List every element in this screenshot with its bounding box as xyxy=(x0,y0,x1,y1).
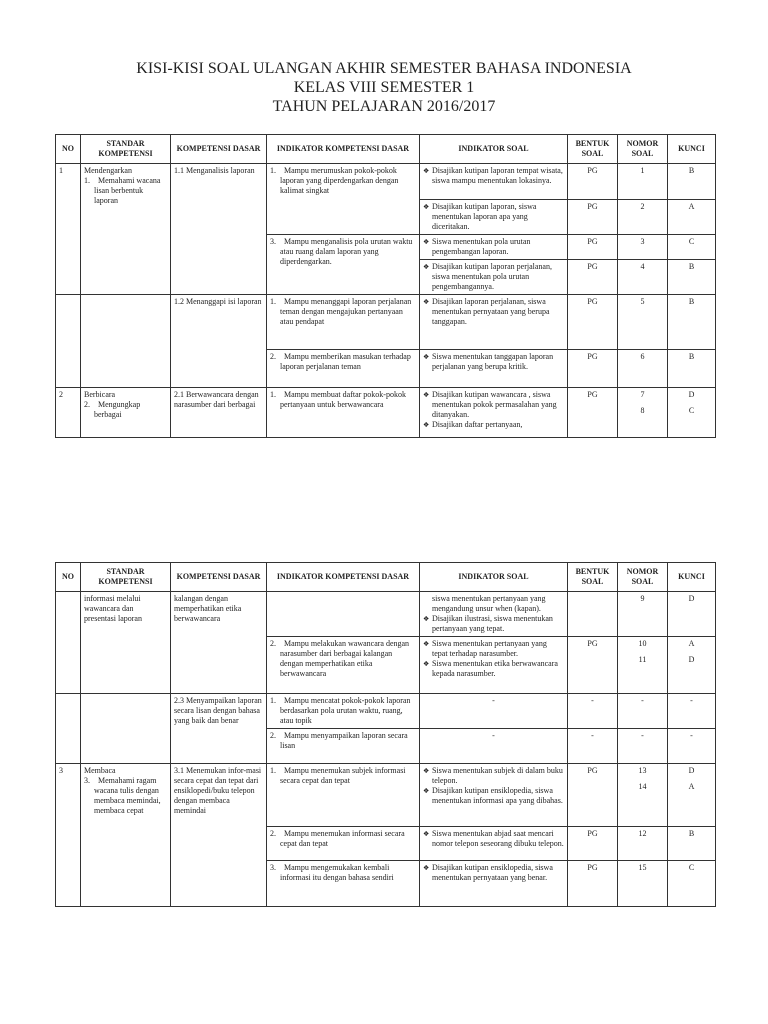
cell-kompetensi: 1.2 Menanggapi isi laporan xyxy=(171,295,267,388)
cell-kunci: C xyxy=(668,235,716,260)
table-row xyxy=(56,592,716,637)
cell-indikator-kd xyxy=(267,592,420,637)
cell-indikator-soal: ❖ Disajikan kutipan laporan, siswa menentukan laporan apa yang diceritakan. xyxy=(420,200,568,235)
header-kunci: KUNCI xyxy=(668,135,716,164)
cell-kompetensi: 1.1 Menganalisis laporan xyxy=(171,164,267,295)
kisi-kisi-table-2 xyxy=(55,562,716,907)
cell-kunci: - xyxy=(668,694,716,729)
header-indikator-soal: INDIKATOR SOAL xyxy=(420,135,568,164)
cell-bentuk: PG xyxy=(568,764,618,827)
cell-nomor: 1 xyxy=(618,164,668,200)
cell-indikator-kd: 2. Mampu melakukan wawancara dengan narasumber dari berbagai kalangan dengan memperhatikan etika berwawancara xyxy=(267,637,420,694)
cell-kunci: B xyxy=(668,827,716,861)
header-no: NO xyxy=(56,563,81,592)
header-kompetensi: KOMPETENSI DASAR xyxy=(171,135,267,164)
cell-bentuk: PG xyxy=(568,200,618,235)
cell-kunci: C xyxy=(668,861,716,907)
cell-bentuk xyxy=(568,592,618,637)
cell-bentuk: PG xyxy=(568,388,618,438)
cell-indikator-kd: 1. Mampu menemukan subjek informasi secara cepat dan tepat xyxy=(267,764,420,827)
cell-indikator-soal: ❖ Siswa menentukan pertanyaan yang tepat terhadap narasumber. ❖ Siswa menentukan etika berwawancara kepada narasumber. xyxy=(420,637,568,694)
cell-kunci: B xyxy=(668,350,716,388)
cell-bentuk: - xyxy=(568,694,618,729)
cell-kunci: D C xyxy=(668,388,716,438)
cell-nomor: 10 11 xyxy=(618,637,668,694)
cell-standar xyxy=(81,388,171,438)
cell-bentuk: PG xyxy=(568,827,618,861)
cell-indikator-soal: - xyxy=(420,694,568,729)
cell-kompetensi: kalangan dengan memperhatikan etika berwawancara xyxy=(171,592,267,694)
cell-indikator-kd: 2. Mampu memberikan masukan terhadap laporan perjalanan teman xyxy=(267,350,420,388)
cell-indikator-kd: 1. Mampu merumuskan pokok-pokok laporan yang diperdengarkan dengan kalimat singkat xyxy=(267,164,420,235)
sk-item: 2. Mengungkap berbagai xyxy=(84,400,141,419)
sk-title: Membaca xyxy=(84,766,116,775)
cell-bentuk: PG xyxy=(568,235,618,260)
cell-no: 1 xyxy=(56,164,81,295)
cell-nomor: 2 xyxy=(618,200,668,235)
cell-nomor: - xyxy=(618,694,668,729)
cell-standar xyxy=(81,164,171,295)
sk-title: Berbicara xyxy=(84,390,116,399)
cell-indikator-soal: ❖ Siswa menentukan tanggapan laporan perjalanan yang berupa kritik. xyxy=(420,350,568,388)
cell-kunci: B xyxy=(668,164,716,200)
cell-bentuk: PG xyxy=(568,164,618,200)
cell-nomor: 15 xyxy=(618,861,668,907)
cell-nomor: 12 xyxy=(618,827,668,861)
table-row xyxy=(56,694,716,729)
header-bentuk: BENTUK SOAL xyxy=(568,135,618,164)
cell-nomor: - xyxy=(618,729,668,764)
header-kunci: KUNCI xyxy=(668,563,716,592)
sk-item: 1. Memahami wacana lisan berbentuk laporan xyxy=(84,176,161,205)
cell-nomor: 5 xyxy=(618,295,668,350)
cell-bentuk: PG xyxy=(568,861,618,907)
header-no: NO xyxy=(56,135,81,164)
cell-indikator-soal: ❖ Disajikan kutipan wawancara , siswa menentukan pokok permasalahan yang ditanyakan. ❖ Disajikan daftar pertanyaan, xyxy=(420,388,568,438)
header-indikator-kd: INDIKATOR KOMPETENSI DASAR xyxy=(267,563,420,592)
cell-indikator-soal: ❖ Disajikan kutipan ensiklopedia, siswa menentukan pernyataan yang benar. xyxy=(420,861,568,907)
cell-bentuk: PG xyxy=(568,295,618,350)
header-bentuk: BENTUK SOAL xyxy=(568,563,618,592)
cell-nomor: 3 xyxy=(618,235,668,260)
cell-kompetensi: 3.1 Menemukan infor-masi secara cepat dan tepat dari ensiklopedi/buku telepon dengan membaca memindai xyxy=(171,764,267,907)
sk-title: Mendengarkan xyxy=(84,166,132,175)
cell-indikator-soal: ❖ Siswa menentukan subjek di dalam buku telepon. ❖ Disajikan kutipan ensiklopedia, siswa menentukan informasi apa yang dibahas. xyxy=(420,764,568,827)
cell-bentuk: - xyxy=(568,729,618,764)
cell-kunci: D A xyxy=(668,764,716,827)
table-row xyxy=(56,764,716,827)
header-kompetensi: KOMPETENSI DASAR xyxy=(171,563,267,592)
cell-indikator-kd: 3. Mampu menganalisis pola urutan waktu atau ruang dalam laporan yang diperdengarkan. xyxy=(267,235,420,295)
cell-indikator-soal: ❖ Siswa menentukan pola urutan pengembangan laporan. xyxy=(420,235,568,260)
cell-indikator-kd: 2. Mampu menyampaikan laporan secara lisan xyxy=(267,729,420,764)
sk-item: 3. Memahami ragam wacana tulis dengan membaca memindai, membaca cepat xyxy=(84,776,161,815)
cell-indikator-kd: 2. Mampu menemukan informasi secara cepat dan tepat xyxy=(267,827,420,861)
cell-no: 3 xyxy=(56,764,81,907)
table-header-row xyxy=(56,135,716,164)
cell-indikator-soal: ❖ Disajikan kutipan laporan perjalanan, siswa menentukan pola urutan pengembangannya. xyxy=(420,260,568,295)
cell-standar xyxy=(81,694,171,764)
cell-nomor: 6 xyxy=(618,350,668,388)
cell-kunci: D xyxy=(668,592,716,637)
cell-nomor: 7 8 xyxy=(618,388,668,438)
cell-no xyxy=(56,592,81,694)
cell-kunci: - xyxy=(668,729,716,764)
cell-indikator-kd: 1. Mampu mencatat pokok-pokok laporan berdasarkan pola urutan waktu, ruang, atau topik xyxy=(267,694,420,729)
header-standar: STANDAR KOMPETENSI xyxy=(81,135,171,164)
kisi-kisi-table-1 xyxy=(55,134,716,438)
cell-indikator-soal: ❖ Disajikan laporan perjalanan, siswa menentukan pernyataan yang berupa tanggapan. xyxy=(420,295,568,350)
cell-indikator-soal: ❖ Disajikan kutipan laporan tempat wisata, siswa mampu menentukan lokasinya. xyxy=(420,164,568,200)
cell-nomor: 4 xyxy=(618,260,668,295)
cell-kunci: A xyxy=(668,200,716,235)
cell-indikator-soal: siswa menentukan pertanyaan yang mengandung unsur when (kapan). ❖ Disajikan ilustrasi, siswa menentukan pertanyaan yang tepat. xyxy=(420,592,568,637)
cell-indikator-soal: - xyxy=(420,729,568,764)
cell-standar: informasi melalui wawancara dan presentasi laporan xyxy=(81,592,171,694)
page-subtitle-class: KELAS VIII SEMESTER 1 xyxy=(293,79,475,96)
cell-no: 2 xyxy=(56,388,81,438)
page-subtitle-year: TAHUN PELAJARAN 2016/2017 xyxy=(272,98,496,115)
page-title: KISI-KISI SOAL ULANGAN AKHIR SEMESTER BAHASA INDONESIA xyxy=(136,60,632,77)
cell-bentuk: PG xyxy=(568,260,618,295)
cell-no xyxy=(56,295,81,388)
table-row xyxy=(56,295,716,350)
header-standar: STANDAR KOMPETENSI xyxy=(81,563,171,592)
cell-indikator-kd: 1. Mampu membuat daftar pokok-pokok pertanyaan untuk berwawancara xyxy=(267,388,420,438)
cell-kompetensi: 2.3 Menyampaikan laporan secara lisan dengan bahasa yang baik dan benar xyxy=(171,694,267,764)
cell-kompetensi: 2.1 Berwawancara dengan narasumber dari berbagai xyxy=(171,388,267,438)
cell-bentuk: PG xyxy=(568,637,618,694)
cell-indikator-soal: ❖ Siswa menentukan abjad saat mencari nomor telepon seseorang dibuku telepon. xyxy=(420,827,568,861)
table-row xyxy=(56,388,716,438)
cell-standar xyxy=(81,764,171,907)
cell-indikator-kd: 3. Mampu mengemukakan kembali informasi itu dengan bahasa sendiri xyxy=(267,861,420,907)
cell-no xyxy=(56,694,81,764)
header-nomor: NOMOR SOAL xyxy=(618,563,668,592)
cell-kunci: B xyxy=(668,295,716,350)
header-indikator-soal: INDIKATOR SOAL xyxy=(420,563,568,592)
cell-nomor: 9 xyxy=(618,592,668,637)
cell-kunci: B xyxy=(668,260,716,295)
cell-nomor: 13 14 xyxy=(618,764,668,827)
cell-standar xyxy=(81,295,171,388)
cell-kunci: A D xyxy=(668,637,716,694)
cell-bentuk: PG xyxy=(568,350,618,388)
table-header-row xyxy=(56,563,716,592)
header-indikator-kd: INDIKATOR KOMPETENSI DASAR xyxy=(267,135,420,164)
table-row xyxy=(56,164,716,200)
header-nomor: NOMOR SOAL xyxy=(618,135,668,164)
cell-indikator-kd: 1. Mampu menanggapi laporan perjalanan teman dengan mengajukan pertanyaan atau pendapat xyxy=(267,295,420,350)
